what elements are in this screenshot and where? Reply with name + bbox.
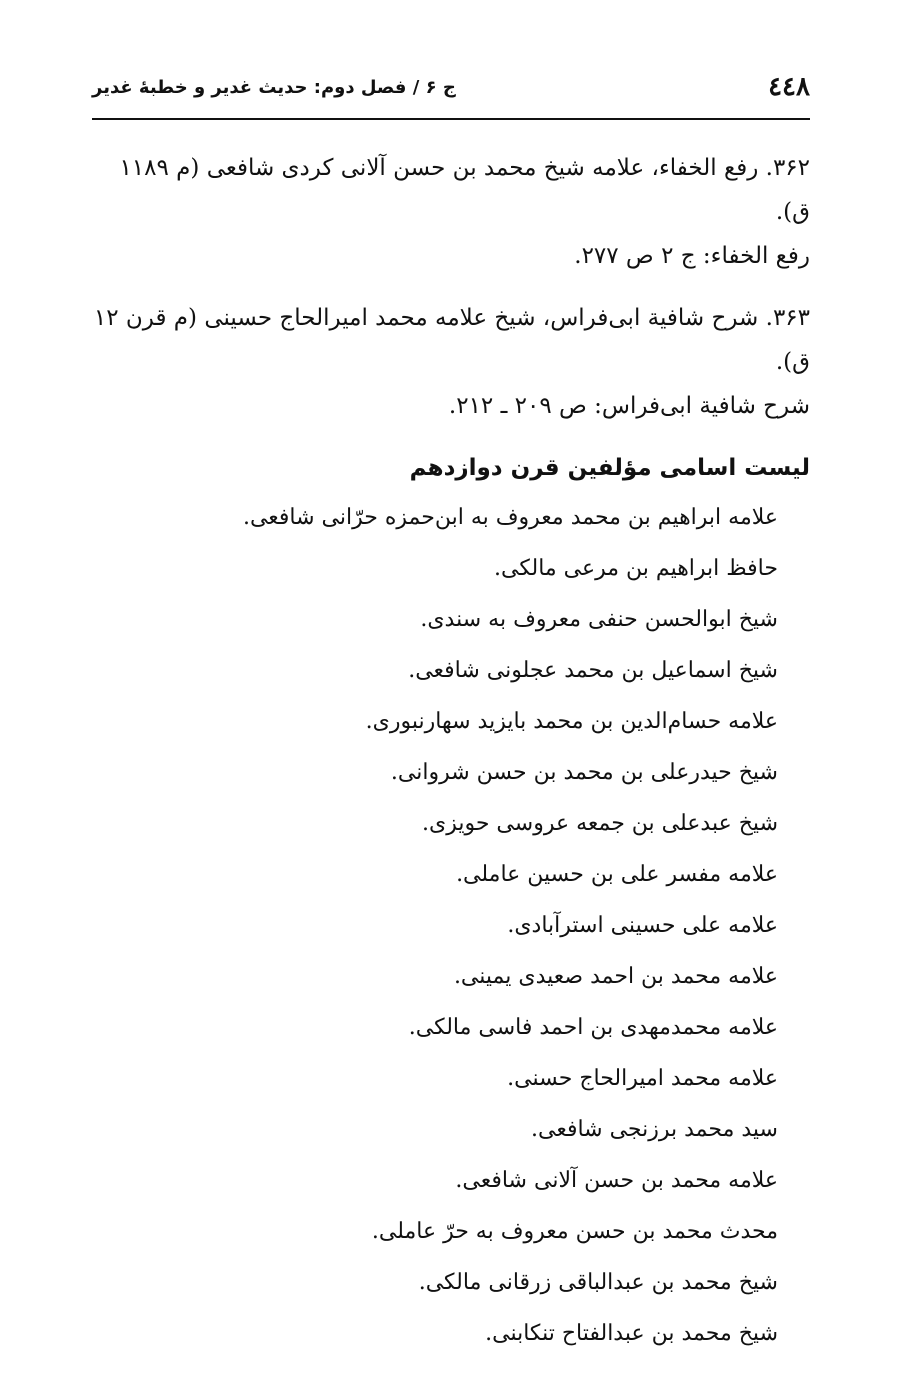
list-item: شیخ اسماعیل بن محمد عجلونی شافعی. bbox=[408, 658, 778, 683]
list-item: شیخ محمد بن عبدالباقی زرقانی مالکی. bbox=[418, 1270, 778, 1295]
list-item: علامه محمد امیرالحاج حسنی. bbox=[507, 1066, 778, 1091]
list-item: سید محمد برزنجی شافعی. bbox=[531, 1117, 778, 1142]
list-item: علامه حسام‌الدین بن محمد بایزید سهارنبوری. bbox=[365, 709, 778, 734]
author-list bbox=[92, 492, 810, 1359]
list-item: شیخ ابوالحسن حنفی معروف به سندی. bbox=[420, 607, 778, 632]
entry-citation-line: رفع الخفاء: ج ۲ ص ۲۷۷. bbox=[574, 243, 810, 269]
list-item: محدث محمد بن حسن معروف به حرّ عاملی. bbox=[371, 1219, 778, 1244]
list-item: علامه ابراهیم بن محمد معروف به ابن‌حمزه حرّانی شافعی. bbox=[242, 505, 778, 530]
book-page bbox=[92, 60, 810, 1359]
list-item: شیخ عبدعلی بن جمعه عروسی حویزی. bbox=[422, 811, 778, 836]
reference-entry bbox=[92, 296, 810, 428]
list-item: علامه محمد بن حسن آلانی شافعی. bbox=[455, 1168, 778, 1193]
page-header bbox=[92, 60, 810, 120]
list-item: شیخ محمد بن عبدالفتاح تنکابنی. bbox=[485, 1321, 778, 1346]
list-item: علامه محمد بن احمد صعیدی یمینی. bbox=[453, 964, 778, 989]
list-item: علامه علی حسینی استرآبادی. bbox=[507, 913, 778, 938]
list-item: شیخ حیدرعلی بن محمد بن حسن شروانی. bbox=[390, 760, 778, 785]
entry-citation-line: شرح شافیة ابی‌فراس: ص ۲۰۹ ـ ۲۱۲. bbox=[448, 393, 810, 419]
list-item: علامه مفسر علی بن حسین عاملی. bbox=[456, 862, 778, 887]
entry-title-line: ۳۶۲. رفع الخفاء، علامه شیخ محمد بن حسن آلانی کردی شافعی (م ۱۱۸۹ ق). bbox=[119, 155, 810, 225]
list-item: حافظ ابراهیم بن مرعی مالکی. bbox=[494, 556, 778, 581]
list-item: علامه محمدمهدی بن احمد فاسی مالکی. bbox=[408, 1015, 778, 1040]
page-number: ٤٤٨ bbox=[768, 72, 810, 102]
section-heading: لیست اسامی مؤلفین قرن دوازدهم bbox=[409, 455, 810, 481]
running-title: ج ۶ / فصل دوم: حدیث غدیر و خطبهٔ غدیر bbox=[92, 76, 456, 98]
entry-title-line: ۳۶۳. شرح شافیة ابی‌فراس، شیخ علامه محمد امیرالحاج حسینی (م قرن ۱۲ ق). bbox=[93, 305, 810, 375]
reference-entry bbox=[92, 146, 810, 278]
